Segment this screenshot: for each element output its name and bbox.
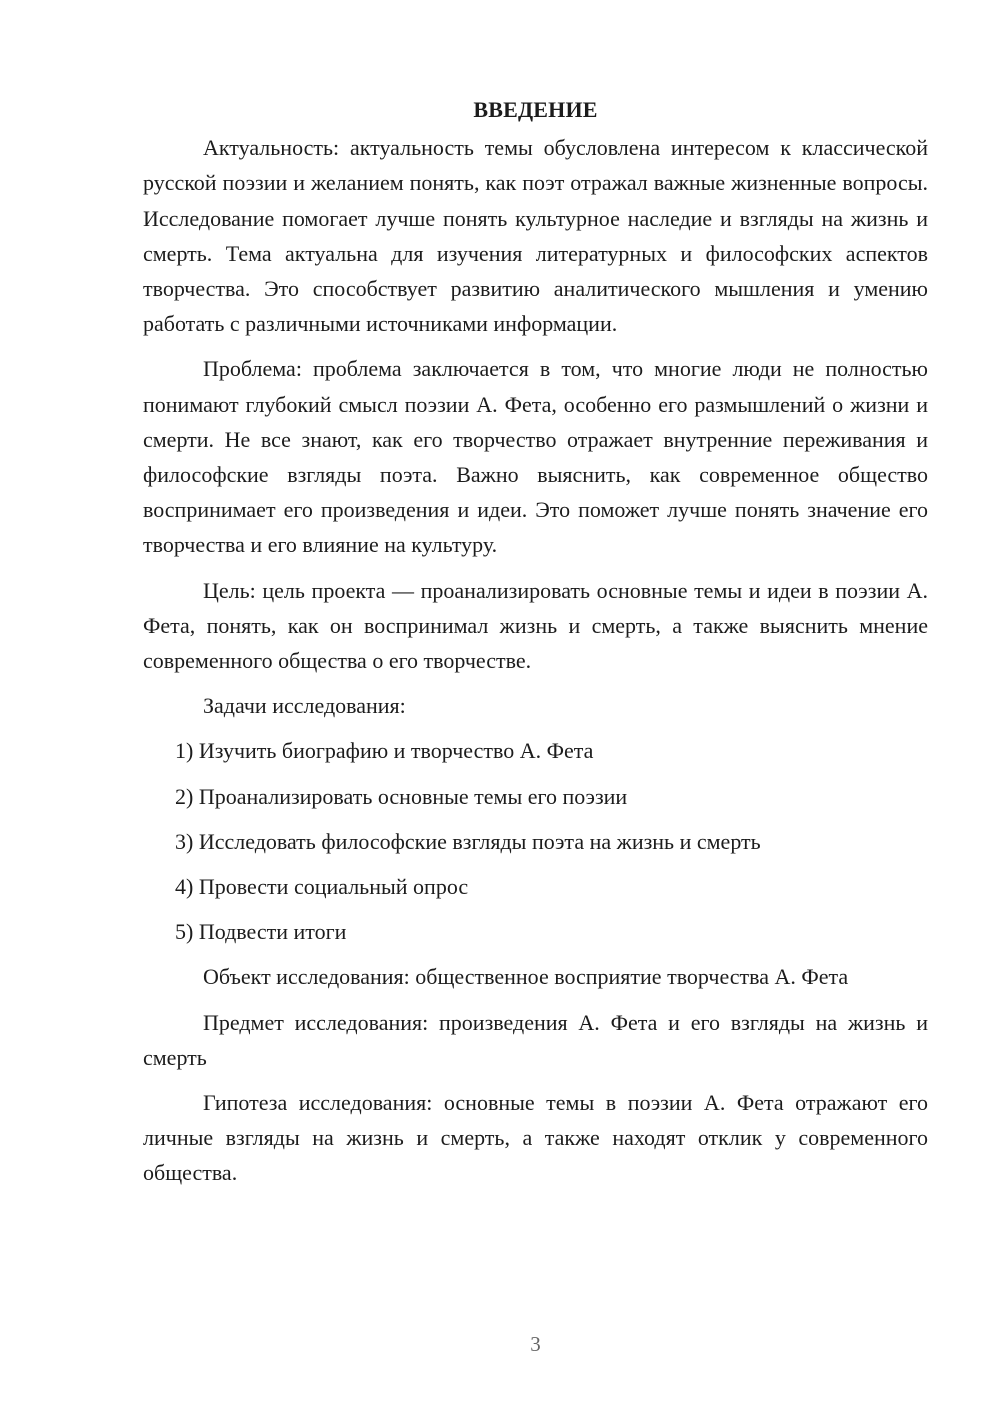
relevance-paragraph: Актуальность: актуальность темы обусловлена интересом к классической русской поэзии и желанием понять, как поэт отражал важные жизненные вопросы. Исследование помогает лучше понять культурное наследие и взгляды на жизнь и смерть. Тема актуальна для изучения литературных и философских аспектов творчества. Это способствует развитию аналитического мышления и умению работать с различными источниками информации. xyxy=(143,135,928,337)
section-title: ВВЕДЕНИЕ xyxy=(473,97,598,122)
document-page xyxy=(143,92,928,1201)
goal-paragraph: Цель: цель проекта — проанализировать основные темы и идеи в поэзии А. Фета, понять, как он воспринимал жизнь и смерть, а также выяснить мнение современного общества о его творчестве. xyxy=(143,577,928,674)
task-item: 1) Изучить биографию и творчество А. Фета xyxy=(175,738,594,764)
task-item: 5) Подвести итоги xyxy=(175,919,347,945)
hypothesis-paragraph: Гипотеза исследования: основные темы в поэзии А. Фета отражают его личные взгляды на жизнь и смерть, а также находят отклик у современного общества. xyxy=(143,1090,928,1186)
page-number: 3 xyxy=(530,1332,541,1356)
tasks-list xyxy=(143,733,928,949)
task-item: 4) Провести социальный опрос xyxy=(175,874,469,900)
problem-paragraph: Проблема: проблема заключается в том, что многие люди не полностью понимают глубокий смысл поэзии А. Фета, особенно его размышлений о жизни и смерти. Не все знают, как его творчество отражает внутренние переживания и философские взгляды поэта. Важно выяснить, как современное общество воспринимает его произведения и идеи. Это поможет лучше понять значение его творчества и его влияние на культуру. xyxy=(143,356,928,558)
tasks-heading: Задачи исследования: xyxy=(203,693,406,719)
task-item: 3) Исследовать философские взгляды поэта на жизнь и смерть xyxy=(175,828,761,854)
subject-paragraph: Предмет исследования: произведения А. Фета и его взгляды на жизнь и смерть xyxy=(143,1009,928,1070)
task-item: 2) Проанализировать основные темы его поэзии xyxy=(175,783,628,809)
object-paragraph: Объект исследования: общественное восприятие творчества А. Фета xyxy=(203,964,849,990)
